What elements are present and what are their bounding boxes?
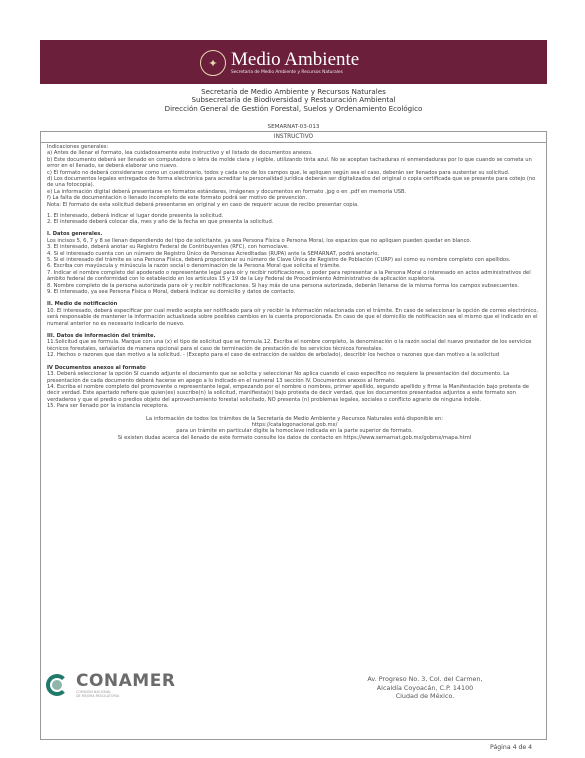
conamer-mark-icon xyxy=(44,672,70,698)
eagle-seal-icon: ✦ xyxy=(200,50,226,76)
instruction-item: 7. Indicar el nombre completo del apoderado o representante legal para oír y recibir notificaciones, o poder para representar a la Persona Moral o interesado en actos administrativos del ámbito federal de conformidad con lo establecido en los artículos 15 y 19 de la Ley Federal de Procedimiento Administrativo de aplicación supletoria. xyxy=(47,269,531,283)
instruction-item: 13. Deberá seleccionar la opción SI cuando adjunte el documento que se solicita y seleccionar No aplica cuando el caso específico no requiere la presentación del documento. La presentación de cada documento deberá hacerse en apego a lo indicado en el numeral 13 sección IV. Documentos anexos al formato. xyxy=(47,371,510,384)
conamer-subtitle: DE MEJORA REGULATORIA xyxy=(76,694,120,698)
agency-line: Subsecretaría de Biodiversidad y Restauración Ambiental xyxy=(191,95,396,105)
instruction-item: 10. El interesado, deberá especificar por cual medio acepta ser notificado para oír y recibir la información relacionada con el trámite. En caso de seleccionar la opción de correo electrónico, será responsable de mantener la información actualizada sobre posibles cambios en la cuenta proporcionada. En caso de que el domicilio de notificación sea el mismo que el indicado en el numeral anterior no es necesario indicarlo de nuevo. xyxy=(47,307,539,327)
closing-line: La información de todos los trámites de la Secretaría de Medio Ambiente y Recursos Naturales está disponible en: xyxy=(146,415,443,422)
instruction-item: 4. Si el interesado cuenta con un número de Registro Único de Personas Acreditadas (RUPA) ante la SEMARNAT, podrá anotarlo. xyxy=(47,250,379,257)
page-number: Página 4 de 4 xyxy=(490,744,533,751)
box-title: INSTRUCTIVO xyxy=(41,132,546,143)
general-note: Nota: El formato de esta solicitud deberá presentarse en original y en caso de requerir acuse de recibo presentar copia. xyxy=(47,201,359,208)
section-heading: I. Datos generales. xyxy=(47,231,103,238)
conamer-subtitle: COMISIÓN NACIONAL xyxy=(76,690,111,694)
semarnat-logo xyxy=(200,50,359,76)
general-item: d) Los documentos legales entregados de forma electrónica para acreditar la personalidad jurídica deberán ser digitalizados del original o copia certificada que se presente para cotejo (no de una fotocopia). xyxy=(47,176,536,189)
section-heading: II. Medio de notificación xyxy=(47,301,118,308)
instruction-item: 6. Escriba con mayúscula y minúscula la razón social o denominación de la Persona Moral que solicita el trámite. xyxy=(47,263,341,270)
address-line: Ciudad de México. xyxy=(395,692,455,701)
agency-line: Dirección General de Gestión Forestal, Suelos y Ordenamiento Ecológico xyxy=(164,103,423,113)
instructions-content xyxy=(47,144,542,441)
general-item: f) La falta de documentación o llenado incompleto de este formato podrá ser motivo de prevención. xyxy=(47,195,308,202)
instruction-item: 8. Nombre completo de la persona autorizada para oír y recibir notificaciones. Si hay más de una persona autorizada, deberán llenarse de la misma forma los campos subsecuentes. xyxy=(47,282,520,289)
instruction-item: 3. El interesado, deberá anotar su Registro Federal de Contribuyentes (RFC), con homoclave. xyxy=(47,244,289,251)
general-item: c) El formato no deberá considerarse como un cuestionario, todos y cada uno de los campos que, le apliquen según sea el caso, deberán ser llenados para sustentar su solicitud. xyxy=(47,169,510,176)
closing-block xyxy=(47,416,542,442)
instruction-item: 2. El interesado deberá colocar día, mes y año de la fecha en que presenta la solicitud. xyxy=(47,218,274,225)
agency-line: Secretaría de Medio Ambiente y Recursos Naturales xyxy=(201,87,386,96)
agency-block xyxy=(40,88,547,113)
address-block xyxy=(340,675,510,701)
general-item: b) Este documento deberá ser llenado en computadora o letra de molde clara y legible, utilizando tinta azul. No se aceptan tachaduras ni enmendaduras por lo que cuando se cometa un error en el llenado, se deberá elaborar uno nuevo. xyxy=(47,156,532,170)
instruction-item: 14. Escriba el nombre completo del promovente o representante legal, empezando por el nombre o nombres, primer apellido, segundo apellido y firme la Manifestación bajo protesta de decir verdad. Este apartado refiere que quien(es) suscribe(n) la solicitud, manifiesta(n) bajo protesta de decir verdad, que los documentos presentados adjuntos a este formato son verdaderos y que el predio o predios objeto del aprovechamiento forestal solicitado, NO presenta (n) problemas legales, sociales o conflicto agrario de ninguna índole. xyxy=(47,383,529,403)
address-line: Alcaldía Coyoacán, C.P. 14100 xyxy=(376,683,474,692)
brand-title: Medio Ambiente xyxy=(231,49,360,70)
section-intro: Los incisos 5, 6, 7 y 8 se llenan dependiendo del tipo de solicitante, ya sea Persona Física o Persona Moral, los espacios que no apliquen pueden quedar en blanco. xyxy=(47,237,472,244)
brand-subtitle: Secretaría de Medio Ambiente y Recursos Naturales xyxy=(231,70,343,75)
instructions-box xyxy=(40,131,547,740)
conamer-logo xyxy=(44,672,175,698)
general-item: e) La información digital deberá presentarse en formatos estándares, imágenes y documentos en formato .jpg o en .pdf en memoria USB. xyxy=(47,188,407,195)
instruction-item: 1. El interesado, deberá indicar el lugar donde presenta la solicitud. xyxy=(47,212,224,219)
instruction-item: 15. Para ser llenado por la instancia receptora. xyxy=(47,403,169,410)
conamer-title: CONAMER xyxy=(76,671,176,691)
instruction-item: 12. Hechos o razones que dan motivo a la solicitud. - (Excepto para el caso de extracción de saldos de arbolado), describir los hechos o razones que dan motivo a la solicitud xyxy=(47,352,500,359)
general-heading: Indicaciones generales: xyxy=(47,144,109,150)
instruction-item: 11.Solicitud que se formula. Marque con una (x) el tipo de solicitud que se formula.12. Escriba el nombre completo, la denominación o la razón social del nuevo prestador de los servicios técnicos forestales, señalarlos de manera opcional para el caso de terminación de prestación de los servicios técnicos forestales. xyxy=(47,339,532,352)
section-heading: III. Datos de información del trámite. xyxy=(47,333,156,340)
instruction-item: 9. El interesado, ya sea Persona Física o Moral, deberá indicar su domicilio y datos de contacto. xyxy=(47,289,296,296)
general-item: a) Antes de llenar el formato, lea cuidadosamente este instructivo y el listado de documentos anexos. xyxy=(47,150,313,157)
address-line: Av. Progreso No. 3, Col. del Carmen, xyxy=(367,675,483,683)
instruction-item: 5. Si el interesado del trámite es una Persona Física, deberá proporcionar su número de Clave Única de Registro de Población (CURP) así como su nombre completo con apellidos. xyxy=(47,257,511,263)
closing-line: para un trámite en particular digite la homoclave indicada en la parte superior de formato. xyxy=(176,428,413,435)
contact-link-line[interactable]: Si existen dudas acerca del llenado de este formato consulte los datos de contacto en https://www.semarnat.gob.mx/gobmx/mapa.html xyxy=(117,434,472,441)
form-code: SEMARNAT-03-013 xyxy=(267,124,320,130)
catalog-link[interactable]: https://catalogonacional.gob.mx/ xyxy=(251,421,338,428)
section-heading: IV Documentos anexos al formato xyxy=(47,364,146,371)
